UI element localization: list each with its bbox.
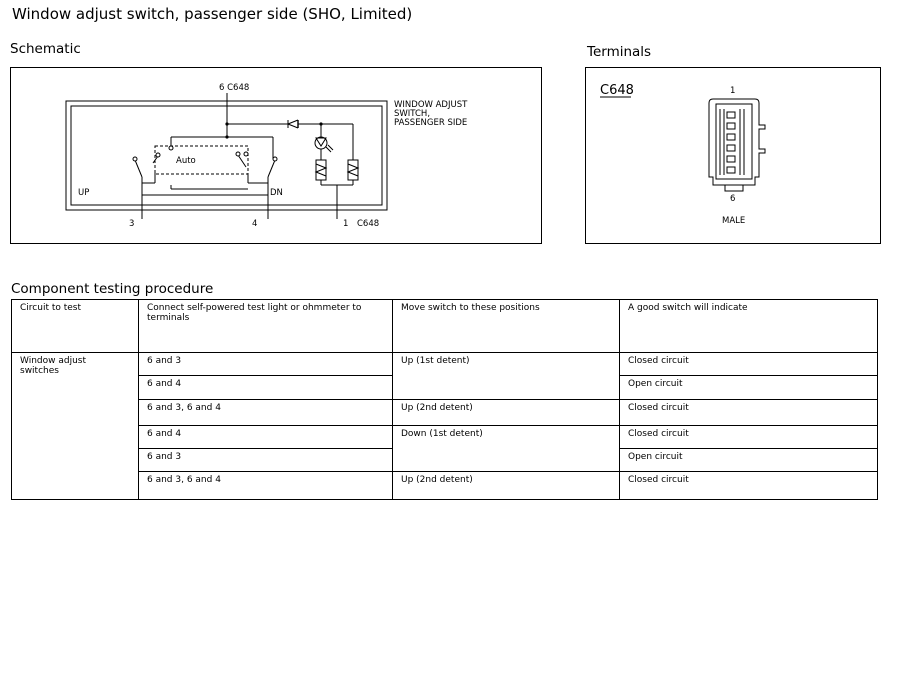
procedure-heading: Component testing procedure (11, 281, 214, 297)
pin-1-label: 1 (343, 219, 349, 229)
indicate-cell: Open circuit (620, 376, 878, 400)
table-row (12, 472, 878, 500)
indicate-cell: Closed circuit (620, 472, 878, 500)
terminals-cell: 6 and 3 (139, 353, 393, 376)
indicate-cell: Closed circuit (620, 353, 878, 376)
terminals-heading: Terminals (587, 44, 652, 60)
terminals-cell: 6 and 3 (139, 449, 393, 472)
connector-id: C648 (600, 83, 634, 98)
connector-c648-top-label: 6 C648 (219, 83, 250, 93)
up-label: UP (78, 188, 90, 198)
auto-label: Auto (176, 156, 196, 166)
indicate-cell: Closed circuit (620, 400, 878, 426)
position-cell: Up (2nd detent) (393, 472, 620, 500)
schematic-diagram (10, 67, 542, 244)
pin-4-label: 4 (252, 219, 258, 229)
terminals-cell: 6 and 4 (139, 426, 393, 449)
position-cell: Up (1st detent) (393, 353, 620, 400)
dn-label: DN (270, 188, 283, 198)
indicate-cell: Closed circuit (620, 426, 878, 449)
table-header-row (12, 300, 878, 353)
connector-drawing (585, 67, 881, 244)
header-circuit: Circuit to test (12, 300, 139, 353)
page-title: Window adjust switch, passenger side (SHO, Limited) (12, 5, 413, 23)
position-cell: Up (2nd detent) (393, 400, 620, 426)
component-label-line2: SWITCH, (394, 109, 431, 119)
terminals-cell: 6 and 4 (139, 376, 393, 400)
terminals-cell: 6 and 3, 6 and 4 (139, 400, 393, 426)
position-cell: Down (1st detent) (393, 426, 620, 472)
schematic-heading: Schematic (10, 41, 81, 57)
terminals-cell: 6 and 3, 6 and 4 (139, 472, 393, 500)
pin-3-label: 3 (129, 219, 135, 229)
procedure-table (11, 299, 878, 500)
header-position: Move switch to these positions (393, 300, 620, 353)
header-indicate: A good switch will indicate (620, 300, 878, 353)
terminals-panel (585, 67, 881, 244)
component-label-line1: WINDOW ADJUST (394, 100, 468, 110)
gender-label: MALE (722, 216, 746, 226)
header-terminals: Connect self-powered test light or ohmmeter to terminals (139, 300, 393, 353)
connector-housing (709, 99, 765, 185)
pin-1-number: 1 (730, 86, 736, 96)
schematic-panel (10, 67, 542, 244)
connector-c648-right-label: C648 (357, 219, 380, 229)
table-row (12, 353, 878, 376)
table-row (12, 400, 878, 426)
pin-6-number: 6 (730, 194, 736, 204)
indicate-cell: Open circuit (620, 449, 878, 472)
circuit-cell: Window adjust switches (12, 353, 139, 500)
component-label-line3: PASSENGER SIDE (394, 118, 468, 128)
table-row (12, 426, 878, 449)
